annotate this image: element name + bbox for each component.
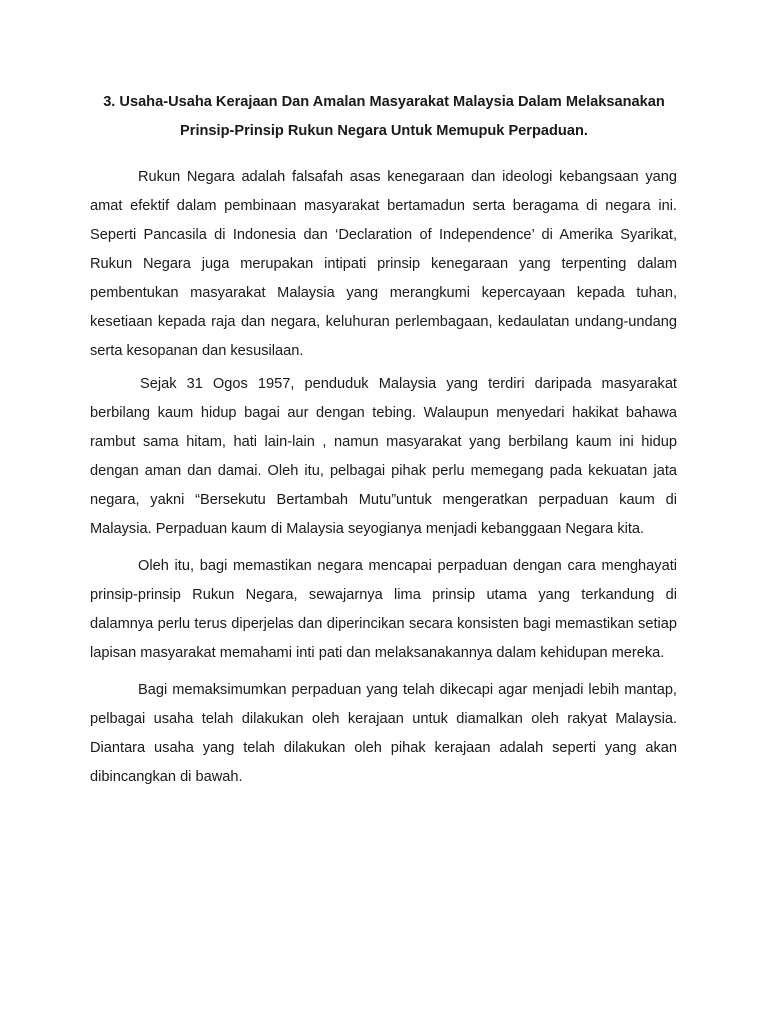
body-text	[90, 163, 677, 792]
section-heading: 3. Usaha-Usaha Kerajaan Dan Amalan Masyarakat Malaysia Dalam Melaksanakan Prinsip-Prinsip Rukun Negara Untuk Memupuk Perpaduan.	[103, 94, 665, 139]
paragraph-3: Oleh itu, bagi memastikan negara mencapai perpaduan dengan cara menghayati prinsip-prinsip Rukun Negara, sewajarnya lima prinsip utama yang terkandung di dalamnya perlu terus diperjelas dan diperincikan secara konsisten bagi memastikan setiap lapisan masyarakat memahami inti pati dan melaksanakannya dalam kehidupan mereka.	[90, 558, 677, 661]
paragraph-2: Sejak 31 Ogos 1957, penduduk Malaysia yang terdiri daripada masyarakat berbilang kaum hidup bagai aur dengan tebing. Walaupun menyedari hakikat bahawa rambut sama hitam, hati lain-lain , namun masyarakat yang berbilang kaum ini hidup dengan aman dan damai. Oleh itu, pelbagai pihak perlu memegang pada kekuatan jata negara, yakni “Bersekutu Bertambah Mutu”untuk mengeratkan perpaduan kaum di Malaysia. Perpaduan kaum di Malaysia seyogianya menjadi kebanggaan Negara kita.	[90, 376, 677, 537]
paragraph-4: Bagi memaksimumkan perpaduan yang telah dikecapi agar menjadi lebih mantap, pelbagai usaha telah dilakukan oleh kerajaan untuk diamalkan oleh rakyat Malaysia. Diantara usaha yang telah dilakukan oleh pihak kerajaan adalah seperti yang akan dibincangkan di bawah.	[90, 682, 677, 785]
paragraph-1: Rukun Negara adalah falsafah asas kenegaraan dan ideologi kebangsaan yang amat efektif dalam pembinaan masyarakat bertamadun serta beragama di negara ini. Seperti Pancasila di Indonesia dan ‘Declaration of Independence’ di Amerika Syarikat, Rukun Negara juga merupakan intipati prinsip kenegaraan yang terpenting dalam pembentukan masyarakat Malaysia yang merangkumi kepercayaan kepada tuhan, kesetiaan kepada raja dan negara, keluhuran perlembagaan, kedaulatan undang-undang serta kesopanan dan kesusilaan.	[90, 169, 677, 359]
